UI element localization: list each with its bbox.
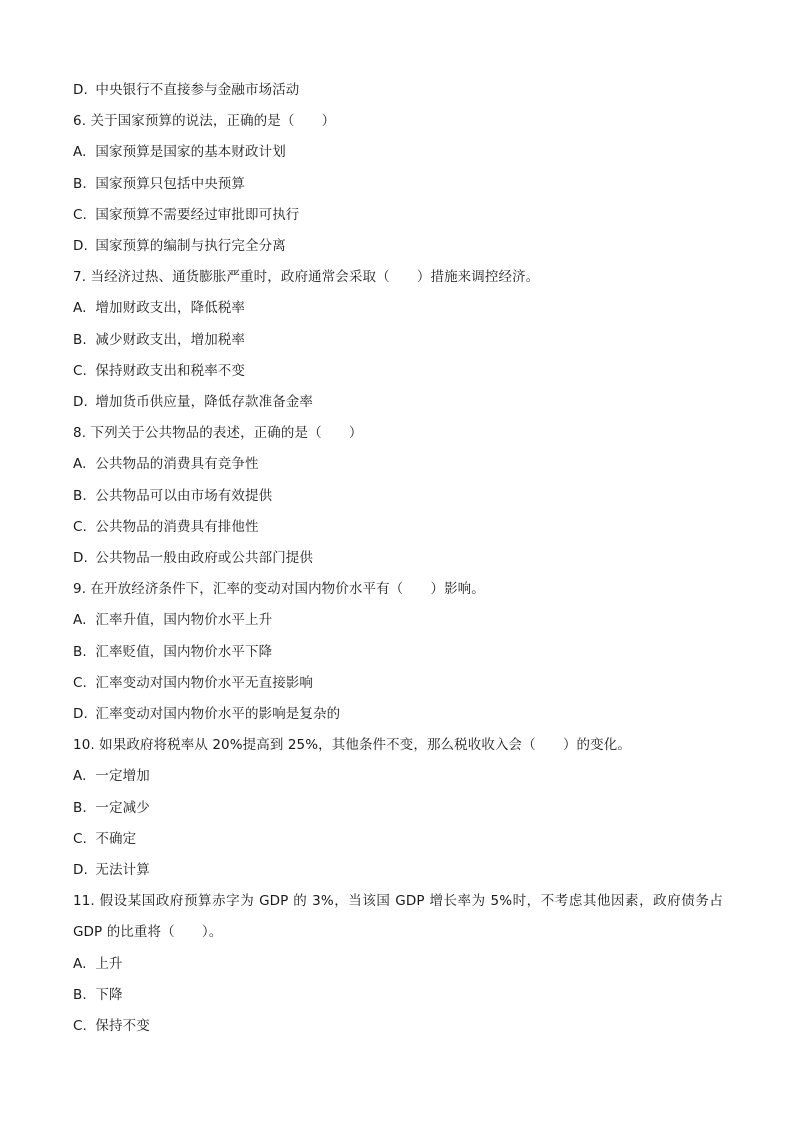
option-letter: B.: [73, 986, 87, 1003]
option-letter: B.: [73, 799, 87, 816]
option-letter: C.: [73, 1018, 87, 1035]
option-text: 国家预算只包括中央预算: [95, 175, 246, 192]
option-letter: C.: [73, 518, 87, 535]
option-letter: A.: [73, 955, 87, 972]
question-line: 10. 如果政府将税率从 20%提高到 25%，其他条件不变，那么税收收入会（ ）的变化。: [73, 737, 631, 754]
option-letter: B.: [73, 643, 87, 660]
question-line-wrapped: [73, 886, 723, 948]
option-line: [73, 793, 723, 824]
option-text: 公共物品的消费具有排他性: [95, 518, 259, 535]
option-text: 不确定: [95, 830, 137, 847]
option-letter: C.: [73, 830, 87, 847]
option-text: 公共物品的消费具有竞争性: [95, 456, 259, 473]
option-line: [73, 605, 723, 636]
option-text: 汇率变动对国内物价水平无直接影响: [95, 674, 314, 691]
option-letter: C.: [73, 674, 87, 691]
option-letter: A.: [73, 456, 87, 473]
option-line: [73, 200, 723, 231]
option-line: [73, 231, 723, 262]
option-letter: D.: [73, 706, 88, 723]
option-letter: D.: [73, 238, 88, 255]
option-text: 公共物品可以由市场有效提供: [95, 487, 273, 504]
option-line: [73, 387, 723, 418]
option-letter: D.: [73, 82, 88, 98]
option-text: 无法计算: [95, 862, 150, 879]
option-line: [73, 449, 723, 480]
option-text: 上升: [95, 955, 123, 972]
option-line: [73, 543, 723, 574]
option-letter: B.: [73, 175, 87, 192]
option-text: 保持不变: [95, 1018, 150, 1035]
option-line: [73, 1011, 723, 1042]
option-text: 汇率贬值，国内物价水平下降: [95, 643, 273, 660]
option-text: 下降: [95, 986, 123, 1003]
option-line: [73, 169, 723, 200]
option-letter: D.: [73, 862, 88, 879]
option-letter: A.: [73, 768, 87, 785]
option-line: [73, 949, 723, 980]
option-line: [73, 699, 723, 730]
option-text: 增加货币供应量，降低存款准备金率: [95, 394, 314, 411]
option-line: [73, 356, 723, 387]
option-text: 中央银行不直接参与金融市场活动: [95, 82, 300, 98]
option-line: [73, 293, 723, 324]
option-letter: D.: [73, 394, 88, 411]
option-text: 国家预算的编制与执行完全分离: [95, 238, 286, 255]
option-text: 公共物品一般由政府或公共部门提供: [95, 550, 314, 567]
option-line: [73, 637, 723, 668]
option-text: 一定减少: [95, 799, 150, 816]
option-letter: D.: [73, 550, 88, 567]
option-line: [73, 137, 723, 168]
option-letter: B.: [73, 487, 87, 504]
option-letter: B.: [73, 331, 87, 348]
question-line: 9. 在开放经济条件下，汇率的变动对国内物价水平有（ ）影响。: [73, 581, 485, 598]
option-text: 汇率变动对国内物价水平的影响是复杂的: [95, 706, 341, 723]
option-line: [73, 75, 723, 106]
question-line: 6. 关于国家预算的说法，正确的是（ ）: [73, 113, 336, 130]
option-letter: A.: [73, 300, 87, 317]
option-text: 保持财政支出和税率不变: [95, 362, 246, 379]
option-letter: A.: [73, 144, 87, 161]
option-line: [73, 980, 723, 1011]
option-text: 国家预算不需要经过审批即可执行: [95, 206, 300, 223]
option-line: [73, 325, 723, 356]
option-letter: C.: [73, 362, 87, 379]
option-line: [73, 668, 723, 699]
option-text: 减少财政支出，增加税率: [95, 331, 246, 348]
option-text: 国家预算是国家的基本财政计划: [95, 144, 286, 161]
option-line: [73, 481, 723, 512]
question-line: 8. 下列关于公共物品的表述，正确的是（ ）: [73, 425, 363, 442]
option-line: [73, 824, 723, 855]
question-list: [73, 75, 723, 1042]
option-text: 一定增加: [95, 768, 150, 785]
question-line: 7. 当经济过热、通货膨胀严重时，政府通常会采取（ ）措施来调控经济。: [73, 269, 540, 286]
question-text: 11. 假设某国政府预算赤字为 GDP 的 3%，当该国 GDP 增长率为 5%时，不考虑其他因素，政府债务占 GDP 的比重将（ ）。: [73, 893, 723, 941]
option-line: [73, 761, 723, 792]
option-line: [73, 512, 723, 543]
option-letter: A.: [73, 612, 87, 629]
option-text: 汇率升值，国内物价水平上升: [95, 612, 273, 629]
option-letter: C.: [73, 206, 87, 223]
option-text: 增加财政支出，降低税率: [95, 300, 246, 317]
option-line: [73, 855, 723, 886]
